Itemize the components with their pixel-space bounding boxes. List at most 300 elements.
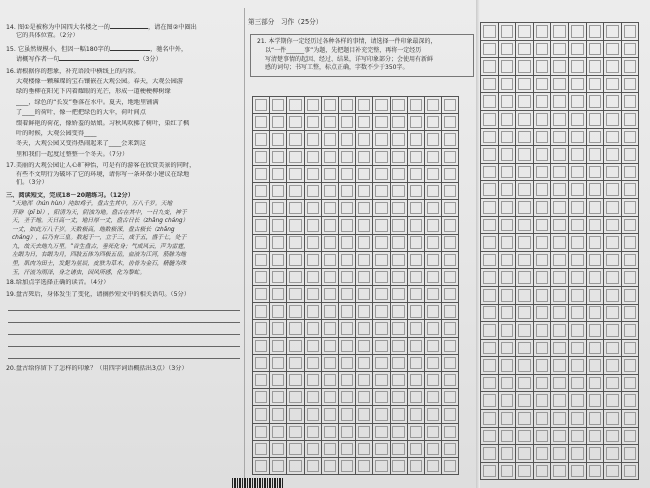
grid-cell[interactable] (442, 97, 459, 114)
grid-cell[interactable] (534, 23, 552, 41)
grid-cell[interactable] (499, 199, 517, 217)
grid-cell[interactable] (391, 320, 408, 337)
grid-cell[interactable] (356, 183, 373, 200)
grid-cell[interactable] (569, 357, 587, 375)
grid-cell[interactable] (287, 235, 304, 252)
grid-cell[interactable] (270, 166, 287, 183)
grid-cell[interactable] (569, 76, 587, 94)
grid-cell[interactable] (373, 424, 390, 441)
grid-cell[interactable] (408, 149, 425, 166)
grid-cell[interactable] (587, 252, 605, 270)
grid-cell[interactable] (516, 269, 534, 287)
grid-cell[interactable] (391, 217, 408, 234)
grid-cell[interactable] (534, 252, 552, 270)
grid-cell[interactable] (587, 445, 605, 463)
grid-cell[interactable] (391, 389, 408, 406)
grid-cell[interactable] (516, 252, 534, 270)
grid-cell[interactable] (408, 338, 425, 355)
grid-cell[interactable] (481, 58, 499, 76)
grid-cell[interactable] (587, 41, 605, 59)
grid-cell[interactable] (481, 428, 499, 446)
grid-cell[interactable] (287, 131, 304, 148)
grid-cell[interactable] (253, 131, 270, 148)
grid-cell[interactable] (322, 303, 339, 320)
grid-cell[interactable] (391, 372, 408, 389)
grid-cell[interactable] (587, 129, 605, 147)
grid-cell[interactable] (253, 183, 270, 200)
grid-cell[interactable] (339, 183, 356, 200)
grid-cell[interactable] (604, 41, 622, 59)
grid-cell[interactable] (569, 164, 587, 182)
grid-cell[interactable] (499, 164, 517, 182)
grid-cell[interactable] (305, 217, 322, 234)
grid-cell[interactable] (356, 235, 373, 252)
grid-cell[interactable] (551, 287, 569, 305)
grid-cell[interactable] (356, 252, 373, 269)
grid-cell[interactable] (587, 340, 605, 358)
grid-cell[interactable] (322, 458, 339, 475)
grid-cell[interactable] (391, 131, 408, 148)
grid-cell[interactable] (587, 111, 605, 129)
grid-cell[interactable] (587, 93, 605, 111)
grid-cell[interactable] (534, 129, 552, 147)
grid-cell[interactable] (551, 392, 569, 410)
grid-cell[interactable] (322, 389, 339, 406)
grid-cell[interactable] (253, 389, 270, 406)
grid-cell[interactable] (391, 183, 408, 200)
grid-cell[interactable] (253, 269, 270, 286)
grid-cell[interactable] (322, 131, 339, 148)
grid-cell[interactable] (339, 355, 356, 372)
grid-cell[interactable] (408, 166, 425, 183)
grid-cell[interactable] (305, 166, 322, 183)
grid-cell[interactable] (322, 338, 339, 355)
answer-line[interactable] (8, 335, 240, 347)
grid-cell[interactable] (534, 164, 552, 182)
grid-cell[interactable] (425, 183, 442, 200)
grid-cell[interactable] (305, 320, 322, 337)
grid-cell[interactable] (587, 392, 605, 410)
grid-cell[interactable] (425, 217, 442, 234)
grid-cell[interactable] (516, 392, 534, 410)
grid-cell[interactable] (322, 441, 339, 458)
grid-cell[interactable] (339, 406, 356, 423)
grid-cell[interactable] (425, 149, 442, 166)
grid-cell[interactable] (391, 200, 408, 217)
grid-cell[interactable] (551, 217, 569, 235)
grid-cell[interactable] (622, 41, 640, 59)
grid-cell[interactable] (622, 445, 640, 463)
grid-cell[interactable] (499, 463, 517, 481)
grid-cell[interactable] (587, 58, 605, 76)
grid-cell[interactable] (322, 355, 339, 372)
grid-cell[interactable] (587, 269, 605, 287)
grid-cell[interactable] (305, 149, 322, 166)
grid-cell[interactable] (305, 441, 322, 458)
grid-cell[interactable] (339, 114, 356, 131)
grid-cell[interactable] (356, 286, 373, 303)
grid-cell[interactable] (305, 286, 322, 303)
grid-cell[interactable] (373, 269, 390, 286)
grid-cell[interactable] (534, 305, 552, 323)
grid-cell[interactable] (622, 129, 640, 147)
grid-cell[interactable] (622, 428, 640, 446)
grid-cell[interactable] (604, 252, 622, 270)
grid-cell[interactable] (322, 269, 339, 286)
grid-cell[interactable] (534, 357, 552, 375)
grid-cell[interactable] (569, 234, 587, 252)
grid-cell[interactable] (270, 252, 287, 269)
grid-cell[interactable] (356, 320, 373, 337)
grid-cell[interactable] (373, 286, 390, 303)
grid-cell[interactable] (481, 322, 499, 340)
grid-cell[interactable] (622, 181, 640, 199)
grid-cell[interactable] (499, 252, 517, 270)
grid-cell[interactable] (551, 445, 569, 463)
grid-cell[interactable] (622, 392, 640, 410)
grid-cell[interactable] (569, 23, 587, 41)
grid-cell[interactable] (569, 111, 587, 129)
grid-cell[interactable] (425, 269, 442, 286)
grid-cell[interactable] (551, 428, 569, 446)
grid-cell[interactable] (339, 166, 356, 183)
grid-cell[interactable] (604, 463, 622, 481)
grid-cell[interactable] (442, 149, 459, 166)
grid-cell[interactable] (391, 458, 408, 475)
grid-cell[interactable] (569, 181, 587, 199)
grid-cell[interactable] (270, 183, 287, 200)
grid-cell[interactable] (569, 287, 587, 305)
grid-cell[interactable] (481, 23, 499, 41)
grid-cell[interactable] (408, 424, 425, 441)
grid-cell[interactable] (391, 269, 408, 286)
grid-cell[interactable] (253, 217, 270, 234)
grid-cell[interactable] (534, 93, 552, 111)
grid-cell[interactable] (425, 355, 442, 372)
grid-cell[interactable] (305, 114, 322, 131)
grid-cell[interactable] (253, 286, 270, 303)
grid-cell[interactable] (534, 111, 552, 129)
grid-cell[interactable] (270, 235, 287, 252)
grid-cell[interactable] (516, 410, 534, 428)
grid-cell[interactable] (551, 93, 569, 111)
grid-cell[interactable] (287, 320, 304, 337)
grid-cell[interactable] (305, 97, 322, 114)
grid-cell[interactable] (356, 389, 373, 406)
grid-cell[interactable] (287, 286, 304, 303)
grid-cell[interactable] (551, 234, 569, 252)
grid-cell[interactable] (481, 269, 499, 287)
grid-cell[interactable] (587, 410, 605, 428)
grid-cell[interactable] (339, 217, 356, 234)
grid-cell[interactable] (551, 111, 569, 129)
grid-cell[interactable] (356, 441, 373, 458)
grid-cell[interactable] (339, 269, 356, 286)
grid-cell[interactable] (534, 181, 552, 199)
grid-cell[interactable] (569, 252, 587, 270)
grid-cell[interactable] (569, 199, 587, 217)
grid-cell[interactable] (481, 305, 499, 323)
grid-cell[interactable] (534, 76, 552, 94)
grid-cell[interactable] (551, 58, 569, 76)
grid-cell[interactable] (322, 252, 339, 269)
grid-cell[interactable] (516, 305, 534, 323)
grid-cell[interactable] (499, 322, 517, 340)
grid-cell[interactable] (481, 181, 499, 199)
grid-cell[interactable] (339, 200, 356, 217)
grid-cell[interactable] (339, 424, 356, 441)
grid-cell[interactable] (622, 58, 640, 76)
grid-cell[interactable] (339, 389, 356, 406)
grid-cell[interactable] (442, 424, 459, 441)
grid-cell[interactable] (253, 200, 270, 217)
grid-cell[interactable] (622, 322, 640, 340)
grid-cell[interactable] (534, 269, 552, 287)
grid-cell[interactable] (253, 303, 270, 320)
answer-line[interactable] (8, 347, 240, 359)
grid-cell[interactable] (516, 129, 534, 147)
grid-cell[interactable] (373, 389, 390, 406)
grid-cell[interactable] (569, 428, 587, 446)
grid-cell[interactable] (442, 355, 459, 372)
grid-cell[interactable] (408, 389, 425, 406)
grid-cell[interactable] (356, 303, 373, 320)
grid-cell[interactable] (339, 97, 356, 114)
grid-cell[interactable] (270, 458, 287, 475)
grid-cell[interactable] (551, 340, 569, 358)
grid-cell[interactable] (604, 93, 622, 111)
grid-cell[interactable] (587, 357, 605, 375)
grid-cell[interactable] (587, 234, 605, 252)
grid-cell[interactable] (587, 375, 605, 393)
grid-cell[interactable] (481, 93, 499, 111)
grid-cell[interactable] (322, 424, 339, 441)
grid-cell[interactable] (373, 200, 390, 217)
grid-cell[interactable] (481, 375, 499, 393)
grid-cell[interactable] (569, 322, 587, 340)
grid-cell[interactable] (270, 149, 287, 166)
grid-cell[interactable] (551, 41, 569, 59)
grid-cell[interactable] (322, 97, 339, 114)
grid-cell[interactable] (587, 181, 605, 199)
grid-cell[interactable] (408, 114, 425, 131)
grid-cell[interactable] (391, 424, 408, 441)
grid-cell[interactable] (253, 441, 270, 458)
grid-cell[interactable] (604, 146, 622, 164)
grid-cell[interactable] (339, 320, 356, 337)
grid-cell[interactable] (408, 355, 425, 372)
grid-cell[interactable] (305, 338, 322, 355)
grid-cell[interactable] (481, 357, 499, 375)
grid-cell[interactable] (356, 200, 373, 217)
grid-cell[interactable] (287, 338, 304, 355)
grid-cell[interactable] (287, 303, 304, 320)
grid-cell[interactable] (551, 322, 569, 340)
grid-cell[interactable] (516, 322, 534, 340)
grid-cell[interactable] (322, 183, 339, 200)
grid-cell[interactable] (339, 235, 356, 252)
grid-cell[interactable] (270, 406, 287, 423)
grid-cell[interactable] (516, 58, 534, 76)
grid-cell[interactable] (604, 445, 622, 463)
grid-cell[interactable] (442, 114, 459, 131)
grid-cell[interactable] (356, 269, 373, 286)
grid-cell[interactable] (287, 458, 304, 475)
grid-cell[interactable] (442, 166, 459, 183)
grid-cell[interactable] (305, 406, 322, 423)
grid-cell[interactable] (587, 164, 605, 182)
grid-cell[interactable] (481, 111, 499, 129)
grid-cell[interactable] (551, 146, 569, 164)
grid-cell[interactable] (481, 146, 499, 164)
grid-cell[interactable] (569, 93, 587, 111)
grid-cell[interactable] (425, 114, 442, 131)
grid-cell[interactable] (339, 286, 356, 303)
grid-cell[interactable] (499, 181, 517, 199)
grid-cell[interactable] (604, 76, 622, 94)
grid-cell[interactable] (516, 217, 534, 235)
grid-cell[interactable] (604, 199, 622, 217)
grid-cell[interactable] (587, 199, 605, 217)
grid-cell[interactable] (425, 97, 442, 114)
grid-cell[interactable] (253, 97, 270, 114)
grid-cell[interactable] (373, 458, 390, 475)
grid-cell[interactable] (481, 199, 499, 217)
grid-cell[interactable] (569, 146, 587, 164)
grid-cell[interactable] (481, 217, 499, 235)
grid-cell[interactable] (499, 392, 517, 410)
grid-cell[interactable] (339, 372, 356, 389)
grid-cell[interactable] (604, 287, 622, 305)
grid-cell[interactable] (425, 131, 442, 148)
grid-cell[interactable] (356, 372, 373, 389)
grid-cell[interactable] (287, 200, 304, 217)
grid-cell[interactable] (516, 181, 534, 199)
grid-cell[interactable] (373, 166, 390, 183)
grid-cell[interactable] (622, 305, 640, 323)
grid-cell[interactable] (534, 146, 552, 164)
grid-cell[interactable] (622, 287, 640, 305)
grid-cell[interactable] (622, 234, 640, 252)
grid-cell[interactable] (356, 97, 373, 114)
grid-cell[interactable] (499, 217, 517, 235)
grid-cell[interactable] (481, 252, 499, 270)
grid-cell[interactable] (322, 372, 339, 389)
grid-cell[interactable] (356, 166, 373, 183)
grid-cell[interactable] (425, 286, 442, 303)
grid-cell[interactable] (442, 235, 459, 252)
grid-cell[interactable] (270, 97, 287, 114)
grid-cell[interactable] (604, 23, 622, 41)
composition-grid-right[interactable] (480, 22, 639, 480)
grid-cell[interactable] (373, 320, 390, 337)
grid-cell[interactable] (391, 406, 408, 423)
blank[interactable] (110, 22, 148, 29)
grid-cell[interactable] (551, 164, 569, 182)
grid-cell[interactable] (622, 23, 640, 41)
grid-cell[interactable] (322, 286, 339, 303)
grid-cell[interactable] (534, 375, 552, 393)
grid-cell[interactable] (442, 458, 459, 475)
grid-cell[interactable] (604, 269, 622, 287)
grid-cell[interactable] (516, 463, 534, 481)
grid-cell[interactable] (408, 97, 425, 114)
grid-cell[interactable] (604, 375, 622, 393)
grid-cell[interactable] (305, 131, 322, 148)
grid-cell[interactable] (356, 217, 373, 234)
grid-cell[interactable] (516, 93, 534, 111)
grid-cell[interactable] (516, 340, 534, 358)
grid-cell[interactable] (356, 114, 373, 131)
grid-cell[interactable] (516, 357, 534, 375)
grid-cell[interactable] (425, 166, 442, 183)
grid-cell[interactable] (516, 23, 534, 41)
grid-cell[interactable] (373, 131, 390, 148)
grid-cell[interactable] (622, 375, 640, 393)
grid-cell[interactable] (408, 458, 425, 475)
grid-cell[interactable] (373, 303, 390, 320)
grid-cell[interactable] (442, 217, 459, 234)
grid-cell[interactable] (391, 149, 408, 166)
grid-cell[interactable] (499, 111, 517, 129)
grid-cell[interactable] (516, 41, 534, 59)
grid-cell[interactable] (499, 58, 517, 76)
grid-cell[interactable] (287, 114, 304, 131)
grid-cell[interactable] (408, 269, 425, 286)
grid-cell[interactable] (551, 305, 569, 323)
grid-cell[interactable] (287, 424, 304, 441)
grid-cell[interactable] (373, 338, 390, 355)
grid-cell[interactable] (516, 111, 534, 129)
grid-cell[interactable] (587, 428, 605, 446)
grid-cell[interactable] (270, 320, 287, 337)
grid-cell[interactable] (408, 200, 425, 217)
grid-cell[interactable] (305, 200, 322, 217)
grid-cell[interactable] (622, 252, 640, 270)
answer-line[interactable] (8, 323, 240, 335)
grid-cell[interactable] (622, 111, 640, 129)
grid-cell[interactable] (604, 111, 622, 129)
grid-cell[interactable] (622, 93, 640, 111)
grid-cell[interactable] (551, 357, 569, 375)
grid-cell[interactable] (569, 375, 587, 393)
grid-cell[interactable] (569, 41, 587, 59)
grid-cell[interactable] (534, 234, 552, 252)
grid-cell[interactable] (442, 131, 459, 148)
grid-cell[interactable] (408, 286, 425, 303)
grid-cell[interactable] (587, 287, 605, 305)
grid-cell[interactable] (551, 269, 569, 287)
grid-cell[interactable] (253, 424, 270, 441)
grid-cell[interactable] (287, 149, 304, 166)
answer-line[interactable] (8, 299, 240, 311)
grid-cell[interactable] (425, 424, 442, 441)
grid-cell[interactable] (322, 166, 339, 183)
grid-cell[interactable] (604, 58, 622, 76)
grid-cell[interactable] (587, 463, 605, 481)
grid-cell[interactable] (270, 269, 287, 286)
grid-cell[interactable] (391, 286, 408, 303)
grid-cell[interactable] (408, 372, 425, 389)
grid-cell[interactable] (442, 320, 459, 337)
grid-cell[interactable] (587, 217, 605, 235)
grid-cell[interactable] (499, 410, 517, 428)
grid-cell[interactable] (339, 458, 356, 475)
grid-cell[interactable] (569, 305, 587, 323)
grid-cell[interactable] (569, 445, 587, 463)
grid-cell[interactable] (356, 458, 373, 475)
grid-cell[interactable] (534, 41, 552, 59)
